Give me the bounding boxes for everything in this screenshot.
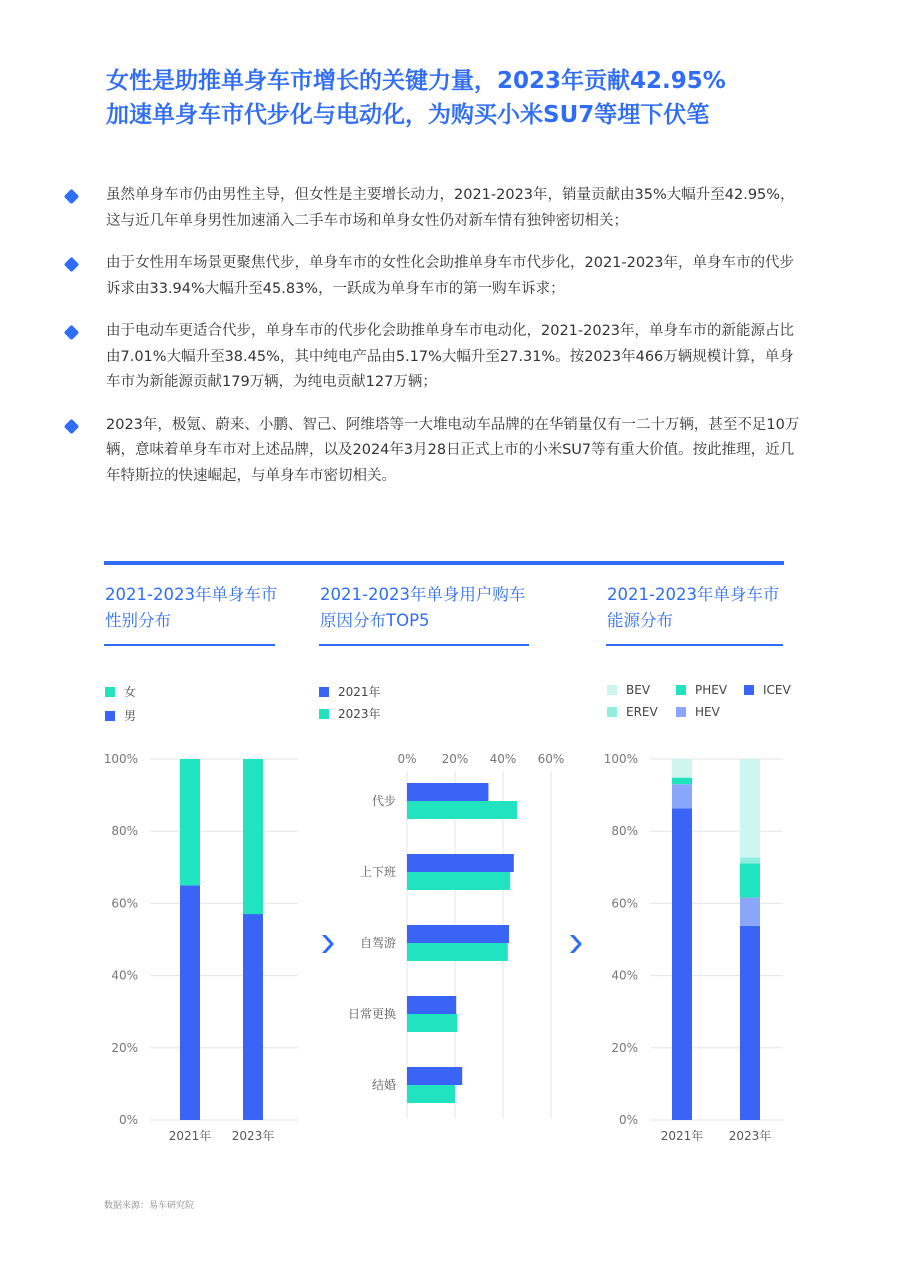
energy-y-tick-label: 0% bbox=[618, 1113, 638, 1127]
data-source: 数据来源：易车研究院 bbox=[104, 1201, 195, 1211]
gender-y-tick-label: 100% bbox=[103, 752, 138, 766]
legend-swatch bbox=[105, 711, 115, 721]
energy-y-tick-label: 20% bbox=[611, 1040, 638, 1055]
energy-bar-segment bbox=[672, 759, 692, 778]
gender-y-tick-label: 0% bbox=[118, 1113, 138, 1127]
bullet-text: 虽然单身车市仍由男性主导，但女性是主要增长动力，2021-2023年，销量贡献由35%大幅升至42.95%，这与近几年单身男性加速涌入二手车市场和单身女性仍对新车情有独钟密切相关； bbox=[106, 187, 795, 229]
reason-title-line-1: 2021-2023年单身用户购车 bbox=[320, 585, 526, 604]
energy-x-tick-label: 2023年 bbox=[728, 1129, 772, 1143]
legend-item-phev bbox=[676, 683, 727, 697]
legend-swatch bbox=[676, 707, 686, 717]
bullet-text: 由于电动车更适合代步，单身车市的代步化会助推单身车市电动化，2021-2023年，单身车市的新能源占比由7.01%大幅升至38.45%，其中纯电产品由5.17%大幅升至27.31%。按2023年466万辆规模计算，单身车市为新能源贡献179万辆，为纯电贡献127万辆； bbox=[106, 323, 795, 390]
gender-title-line-1: 2021-2023年单身车市 bbox=[105, 585, 278, 604]
legend-item-female bbox=[105, 683, 136, 700]
diamond-bullet-icon bbox=[64, 418, 80, 434]
reason-bar bbox=[407, 872, 510, 890]
reason-chart-title bbox=[320, 582, 525, 634]
gender-x-tick-label: 2023年 bbox=[231, 1129, 275, 1143]
gender-y-tick-label: 60% bbox=[111, 896, 138, 911]
reason-title-line-2: 原因分布TOP5 bbox=[320, 611, 430, 630]
legend-swatch bbox=[105, 687, 115, 697]
gender-bar-segment bbox=[243, 914, 263, 1120]
legend-label: BEV bbox=[626, 683, 651, 697]
title-line-1: 女性是助推单身车市增长的关键力量，2023年贡献42.95% bbox=[106, 68, 726, 94]
legend-swatch bbox=[319, 709, 329, 719]
legend-item-icev bbox=[744, 683, 791, 697]
reason-bar bbox=[407, 1067, 462, 1085]
reason-category-label: 代步 bbox=[371, 794, 396, 808]
legend-label: HEV bbox=[695, 705, 720, 719]
chevron-right-icon bbox=[318, 932, 342, 956]
energy-title-line-2: 能源分布 bbox=[607, 611, 673, 630]
legend-item-bev bbox=[607, 683, 650, 697]
energy-bar-segment bbox=[672, 778, 692, 785]
reason-bar bbox=[407, 943, 508, 961]
gender-title-underline bbox=[104, 644, 275, 646]
reason-bar bbox=[407, 925, 509, 943]
legend-item-2021 bbox=[319, 683, 381, 700]
energy-bar-segment bbox=[740, 863, 760, 897]
bullet-text: 由于女性用车场景更聚焦代步，单身车市的女性化会助推单身车市代步化，2021-2023年，单身车市的代步诉求由33.94%大幅升至45.83%，一跃成为单身车市的第一购车诉求； bbox=[106, 255, 795, 297]
gender-chart-title bbox=[105, 582, 277, 634]
legend-item-erev bbox=[607, 705, 658, 719]
legend-item-male bbox=[105, 707, 136, 724]
legend-swatch bbox=[319, 687, 329, 697]
legend-label: 2021年 bbox=[338, 685, 381, 699]
title-line-2: 加速单身车市代步化与电动化，为购买小米SU7等埋下伏笔 bbox=[106, 102, 710, 128]
reason-category-label: 自驾游 bbox=[359, 936, 396, 950]
energy-bar-segment bbox=[740, 926, 760, 1120]
bullet-text: 2023年，极氪、蔚来、小鹏、智己、阿维塔等一大堆电动车品牌的在华销量仅有一二十万辆，甚至不足10万辆，意味着单身车市对上述品牌，以及2024年3月28日正式上市的小米SU7等有重大价值。按此推理，近几年特斯拉的快速崛起，与单身车市密切相关。 bbox=[106, 416, 800, 484]
reason-bar bbox=[407, 996, 456, 1014]
gender-x-tick-label: 2021年 bbox=[168, 1129, 212, 1143]
energy-y-tick-label: 100% bbox=[603, 752, 638, 766]
energy-bar-segment bbox=[672, 808, 692, 1120]
chevron-right-icon bbox=[566, 932, 590, 956]
legend-label: ICEV bbox=[763, 683, 791, 697]
legend-label: EREV bbox=[626, 705, 658, 719]
gender-title-line-2: 性别分布 bbox=[105, 611, 171, 630]
diamond-bullet-icon bbox=[64, 325, 80, 341]
section-divider bbox=[104, 561, 784, 565]
energy-y-tick-label: 40% bbox=[611, 968, 638, 983]
reason-bar bbox=[407, 1014, 457, 1032]
energy-x-tick-label: 2021年 bbox=[660, 1129, 704, 1143]
reason-bar bbox=[407, 854, 514, 872]
reason-x-tick-label: 60% bbox=[537, 752, 565, 766]
reason-x-tick-label: 40% bbox=[489, 752, 517, 766]
bullet-list bbox=[62, 183, 802, 506]
energy-bar-segment bbox=[672, 784, 692, 808]
energy-bar-segment bbox=[740, 898, 760, 926]
legend-swatch bbox=[607, 707, 617, 717]
energy-title-underline bbox=[606, 644, 783, 646]
gender-y-tick-label: 80% bbox=[111, 824, 138, 839]
gender-bar-segment bbox=[243, 759, 263, 914]
reason-x-tick-label: 20% bbox=[441, 752, 469, 766]
energy-y-tick-label: 60% bbox=[611, 896, 638, 911]
legend-label: PHEV bbox=[695, 683, 728, 697]
reason-bar bbox=[407, 801, 517, 819]
reason-bar bbox=[407, 783, 488, 801]
bullet-item bbox=[62, 251, 802, 302]
legend-label: 女 bbox=[124, 685, 137, 699]
gender-bar-segment bbox=[180, 759, 200, 885]
legend-item-hev bbox=[676, 705, 720, 719]
reason-category-label: 日常更换 bbox=[347, 1007, 396, 1021]
diamond-bullet-icon bbox=[64, 257, 80, 273]
reason-title-underline bbox=[319, 644, 529, 646]
bullet-item bbox=[62, 319, 802, 396]
legend-item-2023 bbox=[319, 705, 381, 722]
energy-y-tick-label: 80% bbox=[611, 824, 638, 839]
legend-swatch bbox=[744, 685, 754, 695]
energy-title-line-1: 2021-2023年单身车市 bbox=[607, 585, 780, 604]
gender-bar-segment bbox=[180, 885, 200, 1120]
legend-label: 2023年 bbox=[338, 707, 381, 721]
bullet-item bbox=[62, 413, 802, 490]
energy-chart-title bbox=[607, 582, 779, 634]
diamond-bullet-icon bbox=[64, 189, 80, 205]
energy-bar-segment bbox=[740, 759, 760, 858]
energy-bar-segment bbox=[740, 858, 760, 864]
gender-y-tick-label: 40% bbox=[111, 968, 138, 983]
reason-category-label: 上下班 bbox=[359, 865, 396, 879]
page-title bbox=[106, 64, 826, 132]
legend-swatch bbox=[607, 685, 617, 695]
reason-bar bbox=[407, 1085, 455, 1103]
gender-y-tick-label: 20% bbox=[111, 1040, 138, 1055]
reason-x-tick-label: 0% bbox=[397, 752, 417, 766]
reason-category-label: 结婚 bbox=[371, 1078, 396, 1092]
legend-label: 男 bbox=[124, 709, 137, 723]
bullet-item bbox=[62, 183, 802, 234]
legend-swatch bbox=[676, 685, 686, 695]
